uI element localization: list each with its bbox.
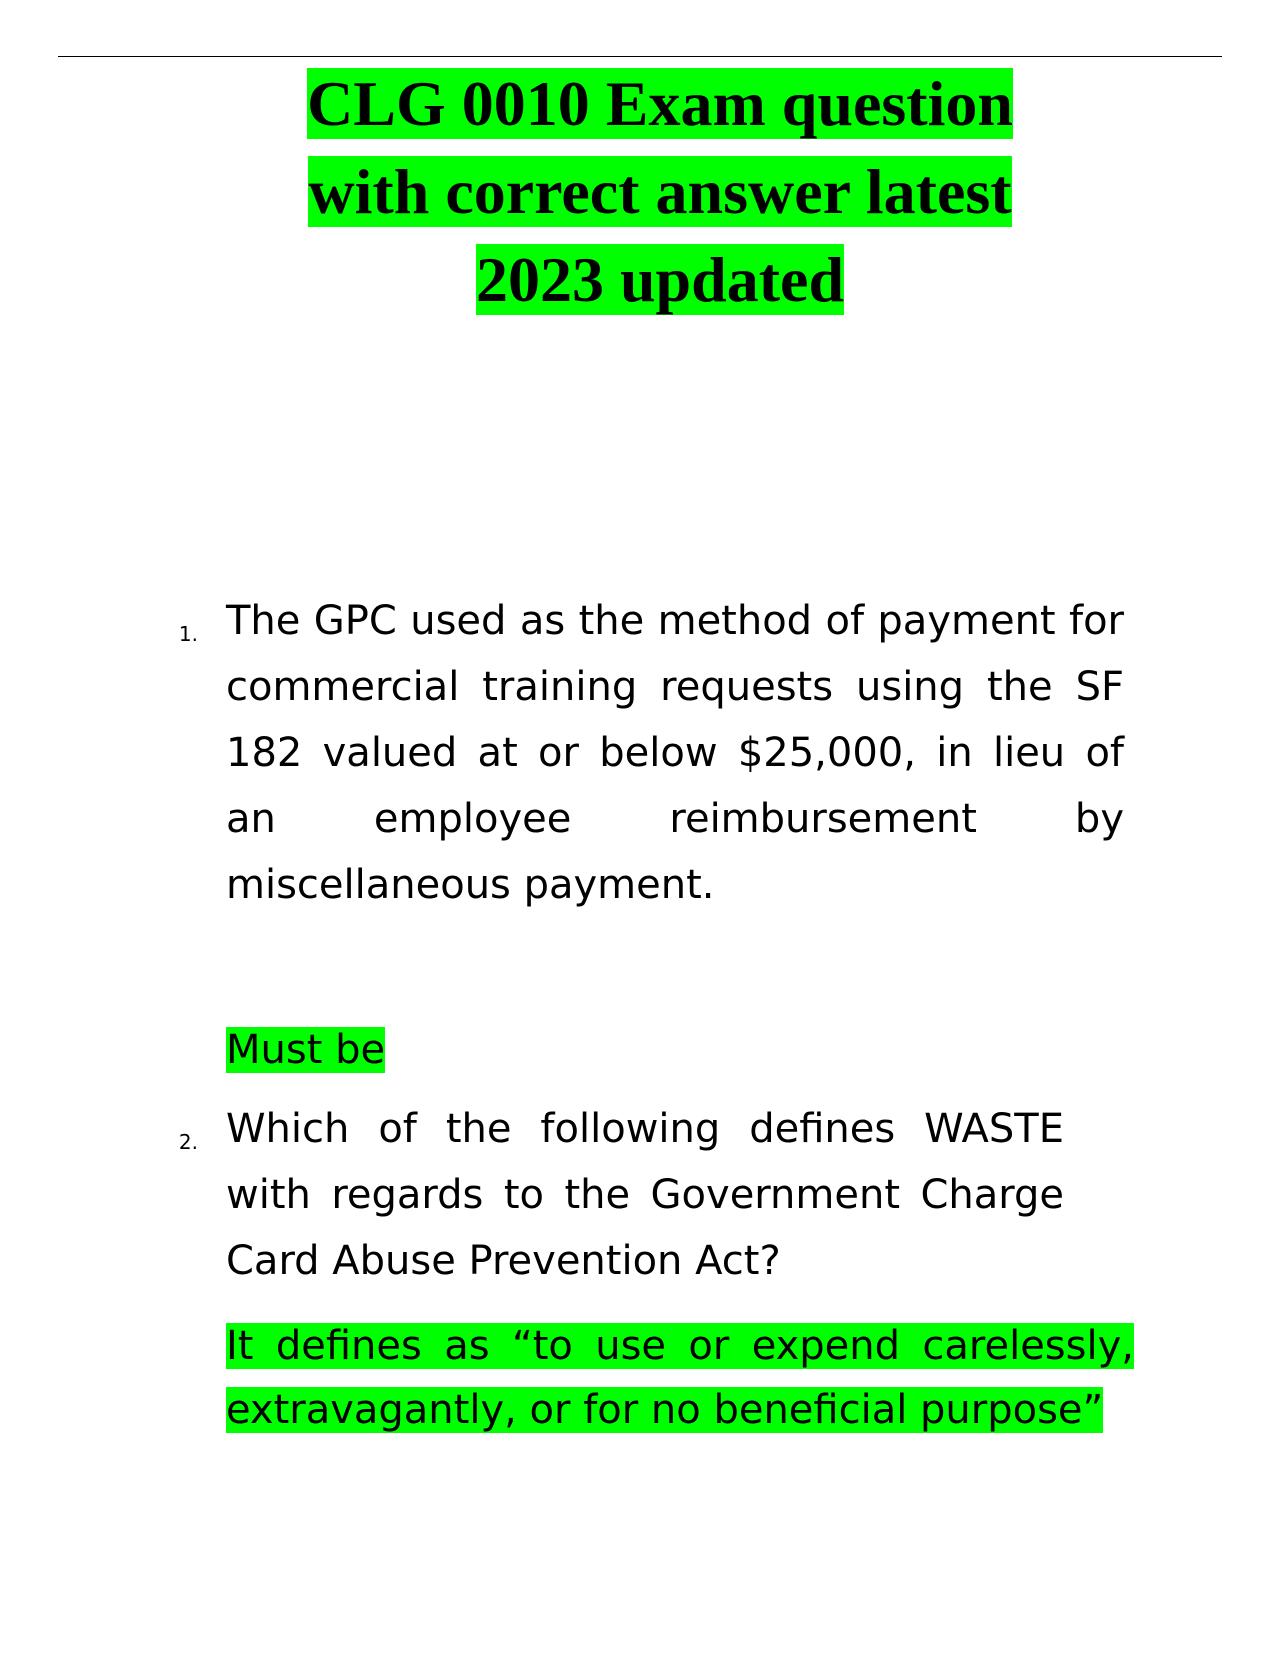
top-rule [58,56,1222,57]
title-line-2: with correct answer latest [308,156,1012,227]
title-line-1: CLG 0010 Exam question [307,68,1013,139]
answer-text [226,1314,1134,1442]
question-text: The GPC used as the method of payment for commercial training requests using the SF 182 valued at or below $25,000, in lieu of an employee reimbursement by miscellaneous payment. [226,598,1124,908]
document-title [180,60,1140,324]
question-number: 1. [178,622,198,646]
question-number: 2. [178,1130,198,1154]
answer-highlight: Must be [226,1027,386,1073]
answer-highlight: It defines as “to use or expend carelessly, extravagantly, or for no beneficial purpose” [226,1323,1134,1433]
title-line-3: 2023 updated [475,244,845,315]
question-text: Which of the following defines WASTE with regards to the Government Charge Card Abuse Prevention Act? [226,1106,1064,1284]
answer-text [226,1018,385,1082]
